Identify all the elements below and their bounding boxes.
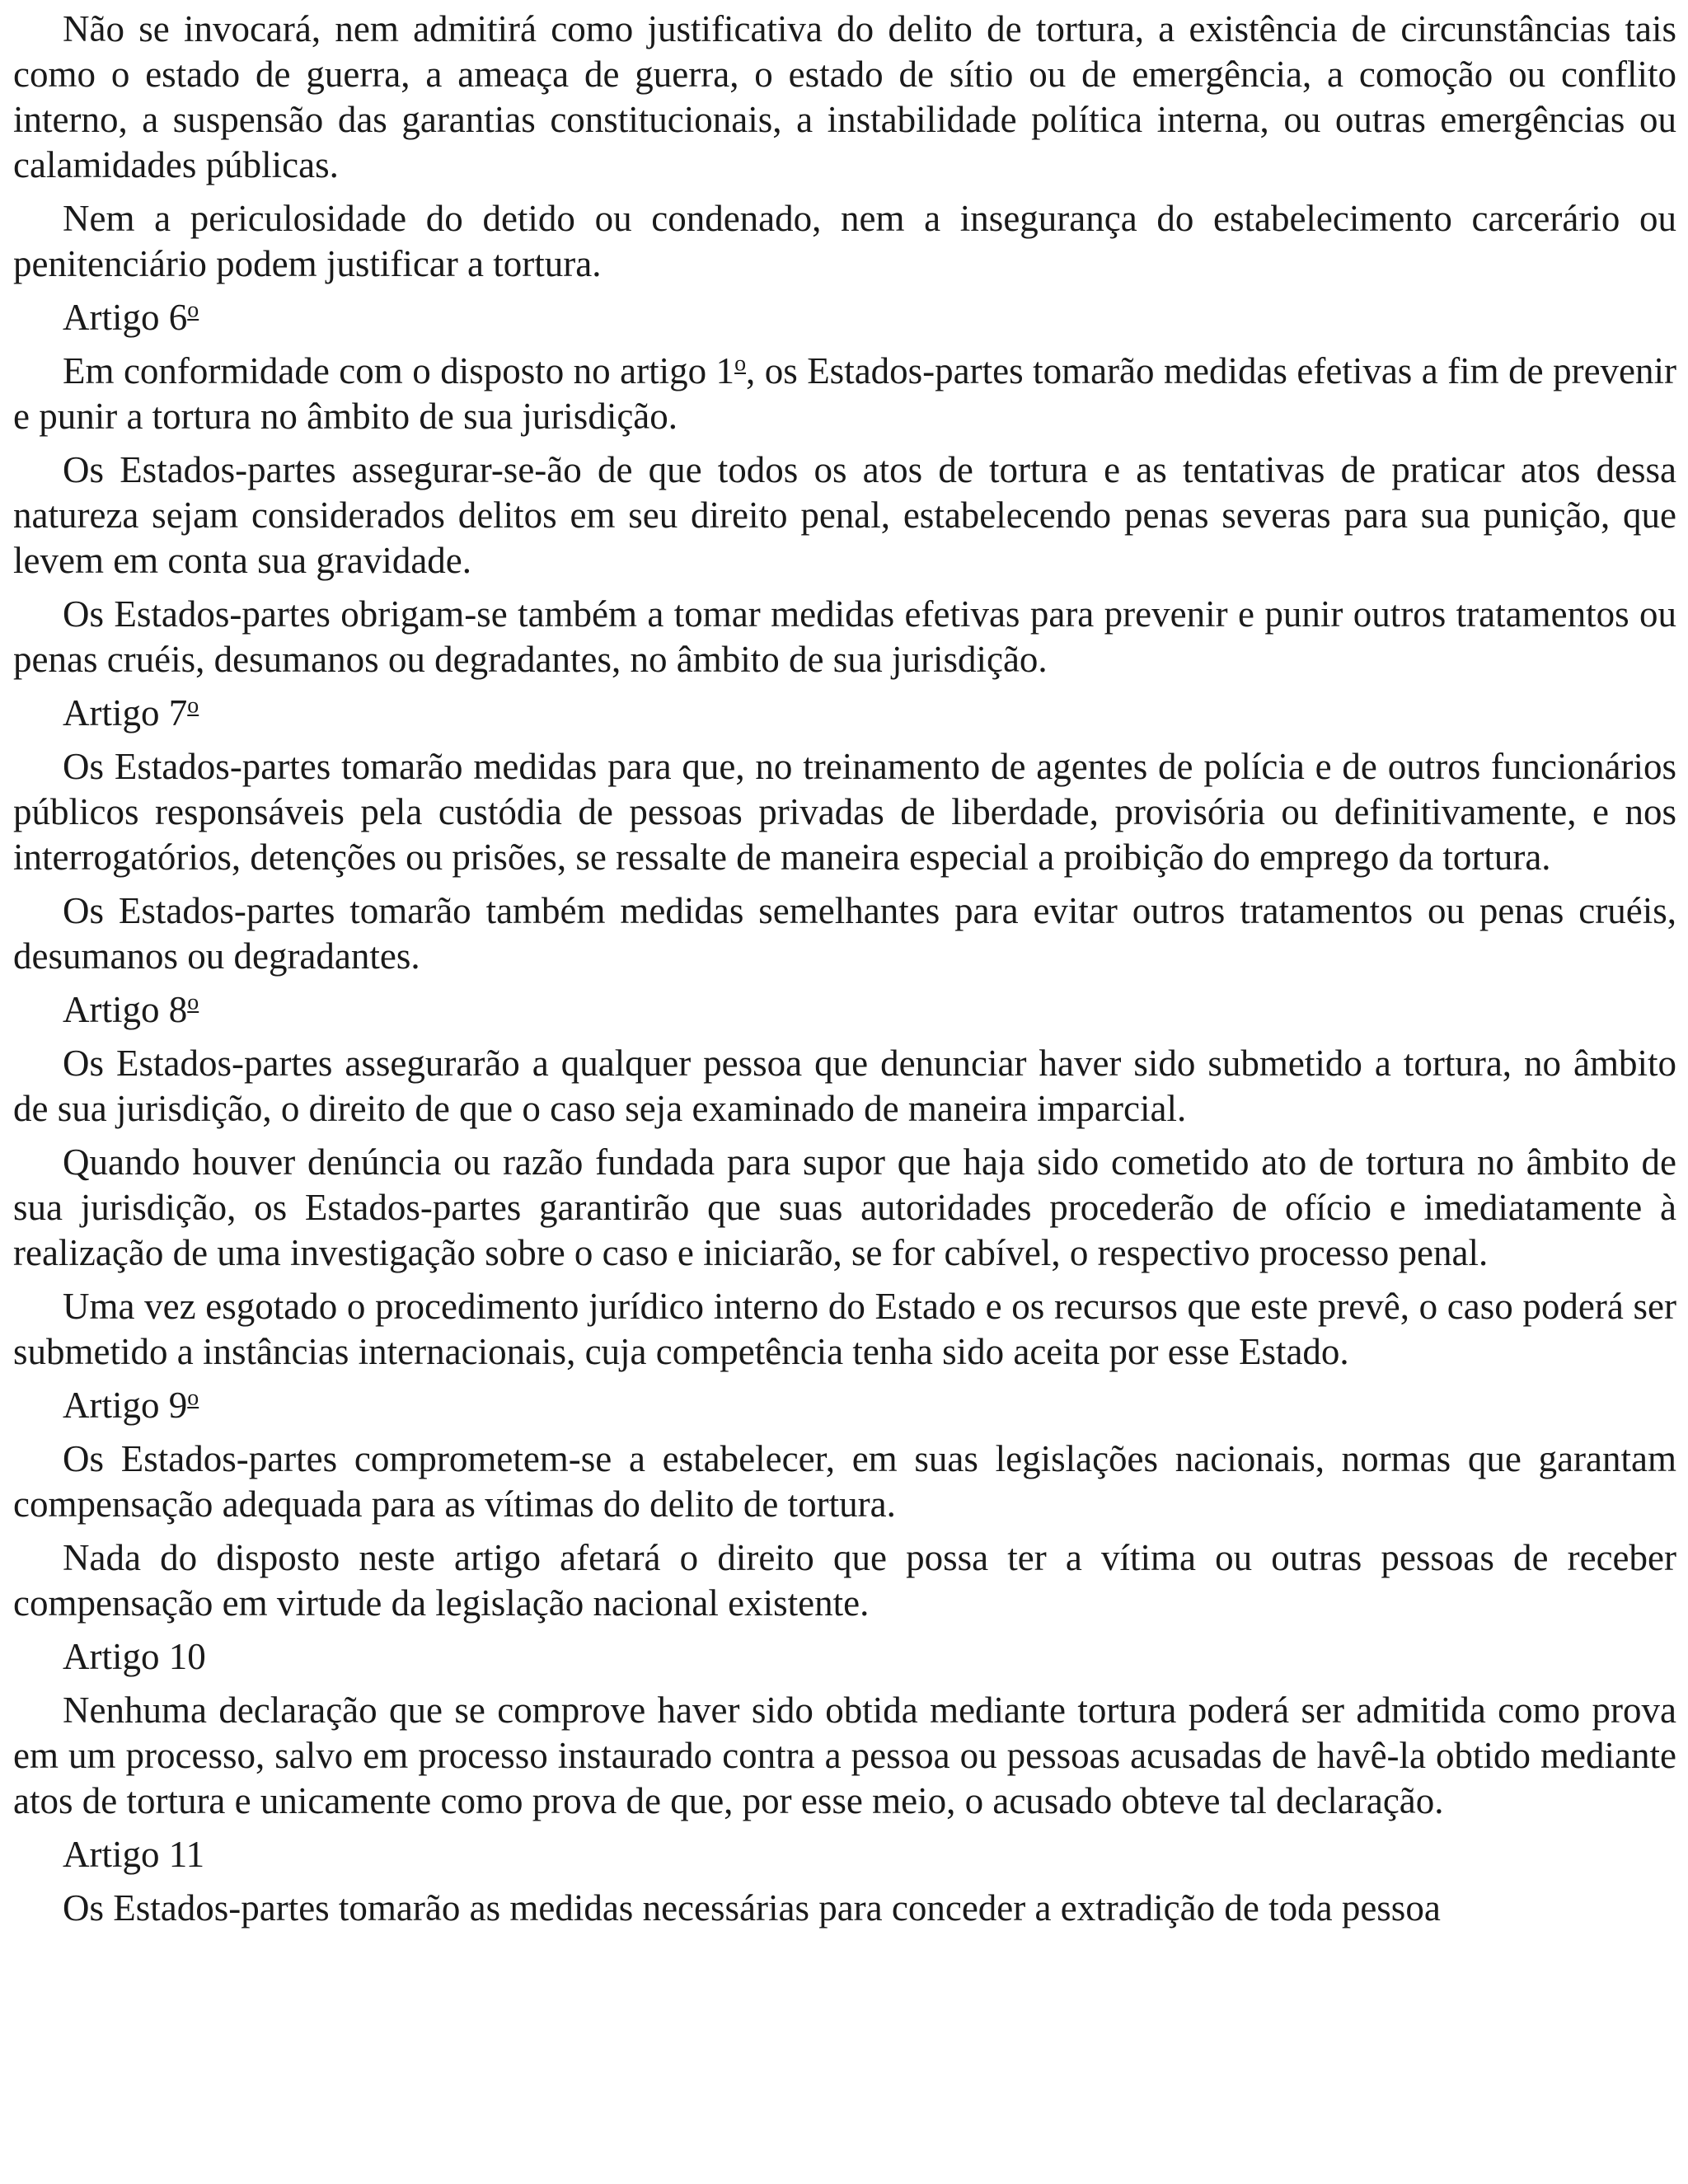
document-page <box>13 7 1676 1939</box>
paragraph: Quando houver denúncia ou razão fundada para supor que haja sido cometido ato de tortura no âmbito de sua jurisdição, os Estados-partes garantirão que suas autoridades procederão de ofício e imediatamente à realização de uma investigação sobre o caso e iniciarão, se for cabível, o respectivo processo penal. <box>13 1141 1676 1273</box>
article-heading-label: Artigo 11 <box>63 1834 205 1875</box>
ordinal-indicator: o <box>187 297 199 323</box>
paragraph: Não se invocará, nem admitirá como justificativa do delito de tortura, a existência de circunstâncias tais como o estado de guerra, a ameaça de guerra, o estado de sítio ou de emergência, a comoção ou conflito interno, a suspensão das garantias constitucionais, a instabilidade política interna, ou outras emergências ou calamidades públicas. <box>13 8 1676 185</box>
paragraph: Nem a periculosidade do detido ou condenado, nem a insegurança do estabelecimento carcerário ou penitenciário podem justificar a tortura. <box>13 198 1676 284</box>
article-heading-label: Artigo 7 <box>63 692 188 733</box>
paragraph: Os Estados-partes tomarão medidas para que, no treinamento de agentes de polícia e de outros funcionários públicos responsáveis pela custódia de pessoas privadas de liberdade, provisória ou definitivamente, e nos interrogatórios, detenções ou prisões, se ressalte de maneira especial a proibição do emprego da tortura. <box>13 746 1676 878</box>
paragraph: Os Estados-partes obrigam-se também a tomar medidas efetivas para prevenir e punir outros tratamentos ou penas cruéis, desumanos ou degradantes, no âmbito de sua jurisdição. <box>13 593 1676 680</box>
article-heading-label: Artigo 8 <box>63 989 188 1030</box>
ordinal-indicator: o <box>187 692 199 719</box>
article-heading-label: Artigo 9 <box>63 1385 188 1426</box>
article-heading-6 <box>13 295 1676 340</box>
paragraph: Uma vez esgotado o procedimento jurídico interno do Estado e os recursos que este prevê, o caso poderá ser submetido a instâncias internacionais, cuja competência tenha sido aceita por esse Estado. <box>13 1286 1676 1372</box>
article-heading-8 <box>13 987 1676 1033</box>
ordinal-indicator: o <box>734 350 747 377</box>
paragraph: Os Estados-partes tomarão as medidas necessárias para conceder a extradição de toda pessoa <box>63 1887 1441 1929</box>
paragraph-text: , os Estados-partes tomarão medidas efetivas a fim de prevenir e punir a tortura no âmbito de sua jurisdição. <box>13 350 1676 437</box>
article-heading-label: Artigo 10 <box>63 1636 206 1677</box>
ordinal-indicator: o <box>187 1385 199 1411</box>
paragraph: Os Estados-partes assegurar-se-ão de que todos os atos de tortura e as tentativas de praticar atos dessa natureza sejam considerados delitos em seu direito penal, estabelecendo penas severas para sua punição, que levem em conta sua gravidade. <box>13 449 1676 581</box>
paragraph: Os Estados-partes assegurarão a qualquer pessoa que denunciar haver sido submetido a tortura, no âmbito de sua jurisdição, o direito de que o caso seja examinado de maneira imparcial. <box>13 1043 1676 1129</box>
paragraph: Nenhuma declaração que se comprove haver sido obtida mediante tortura poderá ser admitida como prova em um processo, salvo em processo instaurado contra a pessoa ou pessoas acusadas de havê-la obtido mediante atos de tortura e unicamente como prova de que, por esse meio, o acusado obteve tal declaração. <box>13 1690 1676 1821</box>
article-heading-7 <box>13 691 1676 736</box>
article-heading-10 <box>13 1634 1676 1680</box>
paragraph: Os Estados-partes tomarão também medidas semelhantes para evitar outros tratamentos ou penas cruéis, desumanos ou degradantes. <box>13 890 1676 977</box>
paragraph: Os Estados-partes comprometem-se a estabelecer, em suas legislações nacionais, normas que garantam compensação adequada para as vítimas do delito de tortura. <box>13 1438 1676 1525</box>
ordinal-indicator: o <box>187 989 199 1015</box>
article-heading-11 <box>13 1832 1676 1877</box>
article-heading-label: Artigo 6 <box>63 297 188 338</box>
paragraph: Nada do disposto neste artigo afetará o direito que possa ter a vítima ou outras pessoas de receber compensação em virtude da legislação nacional existente. <box>13 1537 1676 1624</box>
article-heading-9 <box>13 1383 1676 1428</box>
paragraph <box>13 349 1676 439</box>
paragraph-text-before: Em conformidade com o disposto no artigo 1 <box>63 350 735 391</box>
